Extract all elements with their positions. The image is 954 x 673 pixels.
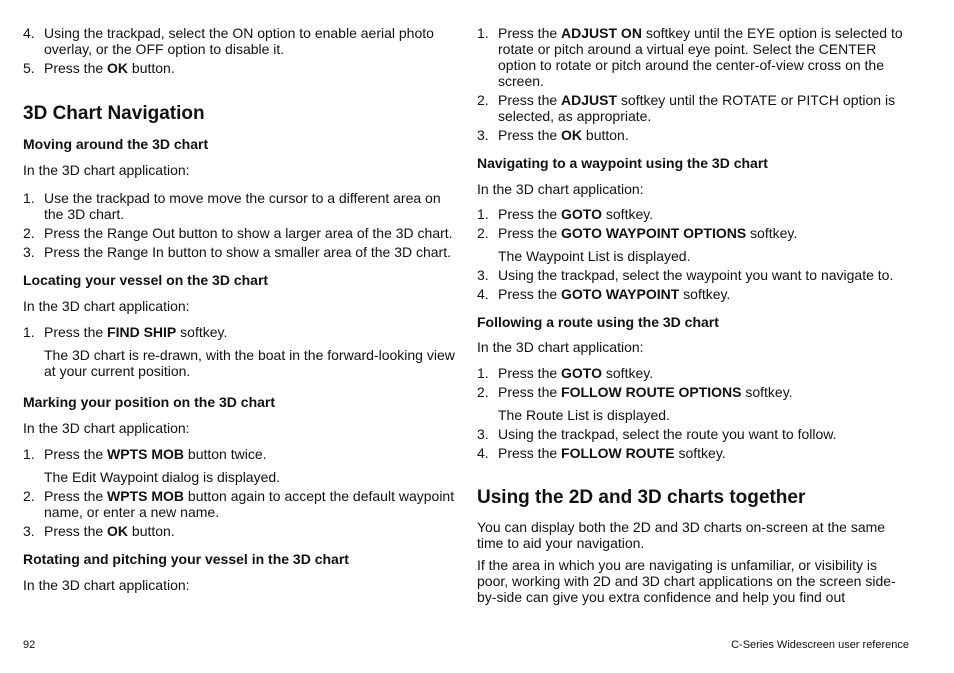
list-item: 3. Press the Range In button to show a smaller area of the 3D chart. <box>23 244 451 260</box>
list-item: 1. Press the ADJUST ON softkey until the EYE option is selected to rotate or pitch around a virtual eye point. Select the CENTER option to rotate or pitch around the center-of-view cross on the screen. <box>477 25 903 89</box>
step-result: The 3D chart is re-drawn, with the boat in the forward-looking view at your current position. <box>44 347 455 379</box>
step-result: The Route List is displayed. <box>498 407 670 423</box>
intro-text: In the 3D chart application: <box>23 420 190 436</box>
document-title: C-Series Widescreen user reference <box>731 639 909 651</box>
marking-steps-continued <box>23 488 455 539</box>
marking-steps <box>23 446 455 462</box>
rotate-steps <box>477 25 909 143</box>
list-item: 1. Press the FIND SHIP softkey. <box>23 324 228 340</box>
route-steps <box>477 365 909 400</box>
list-item: 2. Press the Range Out button to show a larger area of the 3D chart. <box>23 225 453 241</box>
list-item: 2. Press the FOLLOW ROUTE OPTIONS softkey. <box>477 384 793 400</box>
page-number: 92 <box>23 639 36 651</box>
list-item: 3. Press the OK button. <box>23 523 175 539</box>
list-item: 2. Press the ADJUST softkey until the ROTATE or PITCH option is selected, as appropriate. <box>477 92 896 124</box>
right-column <box>477 25 909 605</box>
list-item: 3. Using the trackpad, select the route you want to follow. <box>477 426 837 442</box>
section-title: Using the 2D and 3D charts together <box>477 487 806 508</box>
list-item: 4. Press the FOLLOW ROUTE softkey. <box>477 445 726 461</box>
subheading-marking: Marking your position on the 3D chart <box>23 394 276 410</box>
list-item: 1. Press the GOTO softkey. <box>477 206 654 222</box>
section-title: 3D Chart Navigation <box>23 103 205 124</box>
list-item: 4. Using the trackpad, select the ON option to enable aerial photo overlay, or the OFF option to disable it. <box>23 25 434 57</box>
list-item: 1. Press the WPTS MOB button twice. <box>23 446 267 462</box>
subheading-route: Following a route using the 3D chart <box>477 314 719 330</box>
body-paragraph: You can display both the 2D and 3D charts on-screen at the same time to aid your navigation. <box>477 519 886 551</box>
list-item: 1. Use the trackpad to move move the cursor to a different area on the 3D chart. <box>23 190 441 222</box>
route-steps-continued <box>477 426 909 461</box>
list-item: 3. Using the trackpad, select the waypoint you want to navigate to. <box>477 267 894 283</box>
locating-steps <box>23 324 455 340</box>
list-item: 5. Press the OK button. <box>23 60 175 76</box>
list-item: 2. Press the WPTS MOB button again to accept the default waypoint name, or enter a new name. <box>23 488 455 520</box>
intro-text: In the 3D chart application: <box>477 181 644 197</box>
waypoint-steps-continued <box>477 267 909 302</box>
subheading-locating: Locating your vessel on the 3D chart <box>23 272 269 288</box>
list-item: 3. Press the OK button. <box>477 127 629 143</box>
intro-text: In the 3D chart application: <box>23 298 190 314</box>
intro-text: In the 3D chart application: <box>477 339 644 355</box>
waypoint-steps <box>477 206 909 241</box>
list-item: 2. Press the GOTO WAYPOINT OPTIONS softkey. <box>477 225 798 241</box>
subheading-waypoint: Navigating to a waypoint using the 3D chart <box>477 155 768 171</box>
list-item: 1. Press the GOTO softkey. <box>477 365 654 381</box>
subheading-rotating: Rotating and pitching your vessel in the 3D chart <box>23 551 349 567</box>
moving-steps <box>23 190 455 260</box>
step-result: The Edit Waypoint dialog is displayed. <box>44 469 281 485</box>
list-item: 4. Press the GOTO WAYPOINT softkey. <box>477 286 731 302</box>
intro-steps <box>23 25 455 76</box>
subheading-moving: Moving around the 3D chart <box>23 136 209 152</box>
left-column <box>23 25 455 593</box>
intro-text: In the 3D chart application: <box>23 162 190 178</box>
body-paragraph: If the area in which you are navigating is unfamiliar, or visibility is poor, working with 2D and 3D chart applications on the screen side-by-side can give you extra confidence and help you find out <box>477 557 896 605</box>
step-result: The Waypoint List is displayed. <box>498 248 691 264</box>
intro-text: In the 3D chart application: <box>23 577 190 593</box>
